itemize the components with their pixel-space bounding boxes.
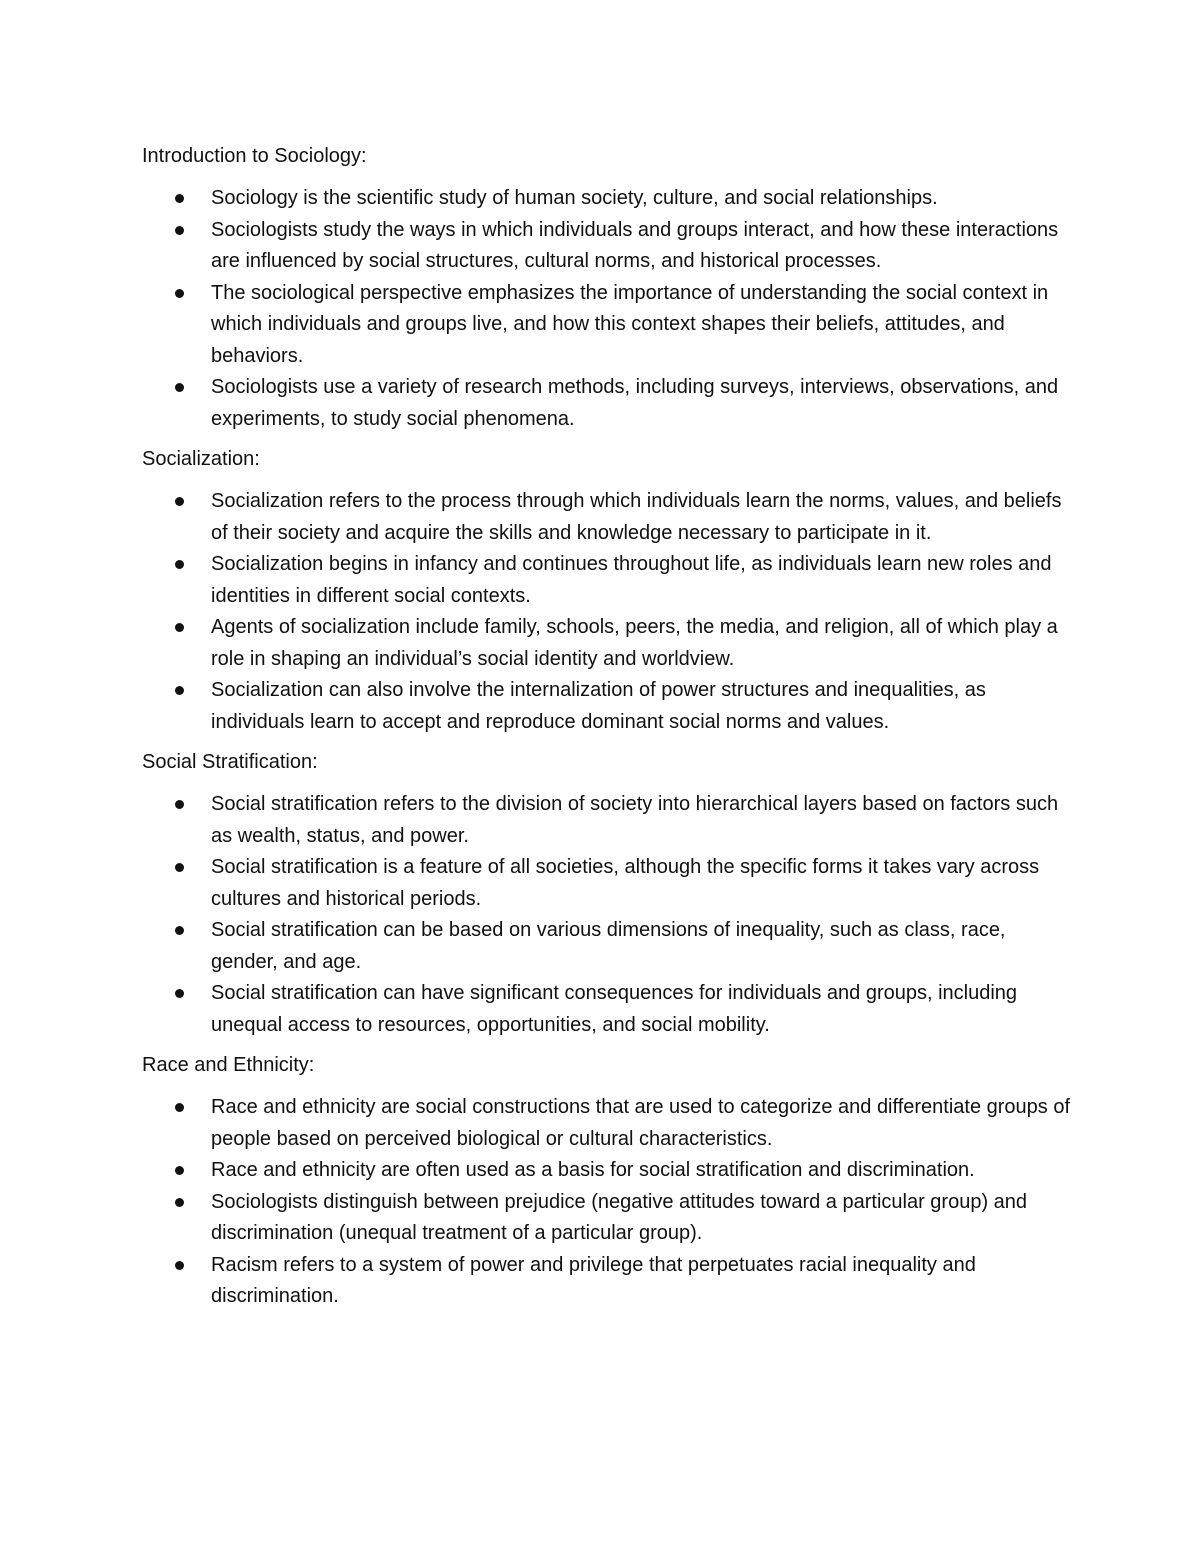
list-item [142,215,1072,278]
list-item-text: Social stratification can have significant consequences for individuals and groups, including unequal access to resources, opportunities, and social mobility. [211,982,1018,1036]
list-item-text: Socialization begins in infancy and continues throughout life, as individuals learn new roles and identities in different social contexts. [211,553,1052,607]
list-item-text: Sociologists study the ways in which individuals and groups interact, and how these interactions are influenced by social structures, cultural norms, and historical processes. [211,218,1059,272]
section-heading: Socialization: [142,448,260,470]
list-item [142,1250,1072,1313]
bullet-list [142,1092,1072,1313]
section-heading: Race and Ethnicity: [142,1054,315,1076]
bullet-icon [175,989,184,998]
list-item [142,915,1072,978]
bullet-icon [175,383,184,392]
list-item-text: Socialization can also involve the internalization of power structures and inequalities, as individuals learn to accept and reproduce dominant social norms and values. [211,679,986,733]
bullet-icon [175,1261,184,1270]
section-social-stratification [142,746,1072,1041]
bullet-icon [175,289,184,298]
list-item [142,1187,1072,1250]
list-item-text: Sociologists use a variety of research methods, including surveys, interviews, observations, and experiments, to study social phenomena. [211,376,1059,430]
list-item-text: Sociologists distinguish between prejudice (negative attitudes toward a particular group) and discrimination (unequal treatment of a particular group). [211,1190,1028,1244]
section-heading: Social Stratification: [142,751,318,773]
list-item [142,183,1072,215]
bullet-icon [175,1103,184,1112]
list-item-text: Social stratification can be based on various dimensions of inequality, such as class, race, gender, and age. [211,919,1006,973]
bullet-icon [175,863,184,872]
document-page [142,140,1072,1321]
bullet-icon [175,194,184,203]
bullet-list [142,789,1072,1041]
list-item-text: Sociology is the scientific study of human society, culture, and social relationships. [211,187,938,209]
list-item [142,612,1072,675]
section-heading: Introduction to Sociology: [142,145,367,167]
list-item-text: Race and ethnicity are social constructions that are used to categorize and differentiate groups of people based on perceived biological or cultural characteristics. [211,1096,1071,1150]
list-item-text: Social stratification refers to the division of society into hierarchical layers based on factors such as wealth, status, and power. [211,793,1059,847]
bullet-icon [175,226,184,235]
list-item [142,486,1072,549]
list-item-text: Socialization refers to the process through which individuals learn the norms, values, and beliefs of their society and acquire the skills and knowledge necessary to participate in it. [211,490,1062,544]
bullet-icon [175,623,184,632]
list-item [142,1155,1072,1187]
bullet-list [142,486,1072,738]
list-item [142,372,1072,435]
list-item [142,852,1072,915]
bullet-icon [175,560,184,569]
list-item [142,675,1072,738]
list-item-text: Racism refers to a system of power and privilege that perpetuates racial inequality and discrimination. [211,1253,976,1307]
bullet-icon [175,800,184,809]
list-item-text: Agents of socialization include family, schools, peers, the media, and religion, all of which play a role in shaping an individual’s social identity and worldview. [211,616,1058,670]
bullet-icon [175,686,184,695]
bullet-icon [175,926,184,935]
list-item [142,978,1072,1041]
list-item-text: Social stratification is a feature of all societies, although the specific forms it takes vary across cultures and historical periods. [211,856,1040,910]
bullet-icon [175,1166,184,1175]
list-item-text: The sociological perspective emphasizes the importance of understanding the social context in which individuals and groups live, and how this context shapes their beliefs, attitudes, and behaviors. [211,281,1049,367]
bullet-icon [175,1198,184,1207]
section-race-and-ethnicity [142,1049,1072,1313]
list-item [142,278,1072,373]
section-socialization [142,443,1072,738]
bullet-icon [175,497,184,506]
list-item [142,1092,1072,1155]
list-item-text: Race and ethnicity are often used as a basis for social stratification and discrimination. [211,1159,975,1181]
section-introduction [142,140,1072,435]
list-item [142,549,1072,612]
list-item [142,789,1072,852]
bullet-list [142,183,1072,435]
